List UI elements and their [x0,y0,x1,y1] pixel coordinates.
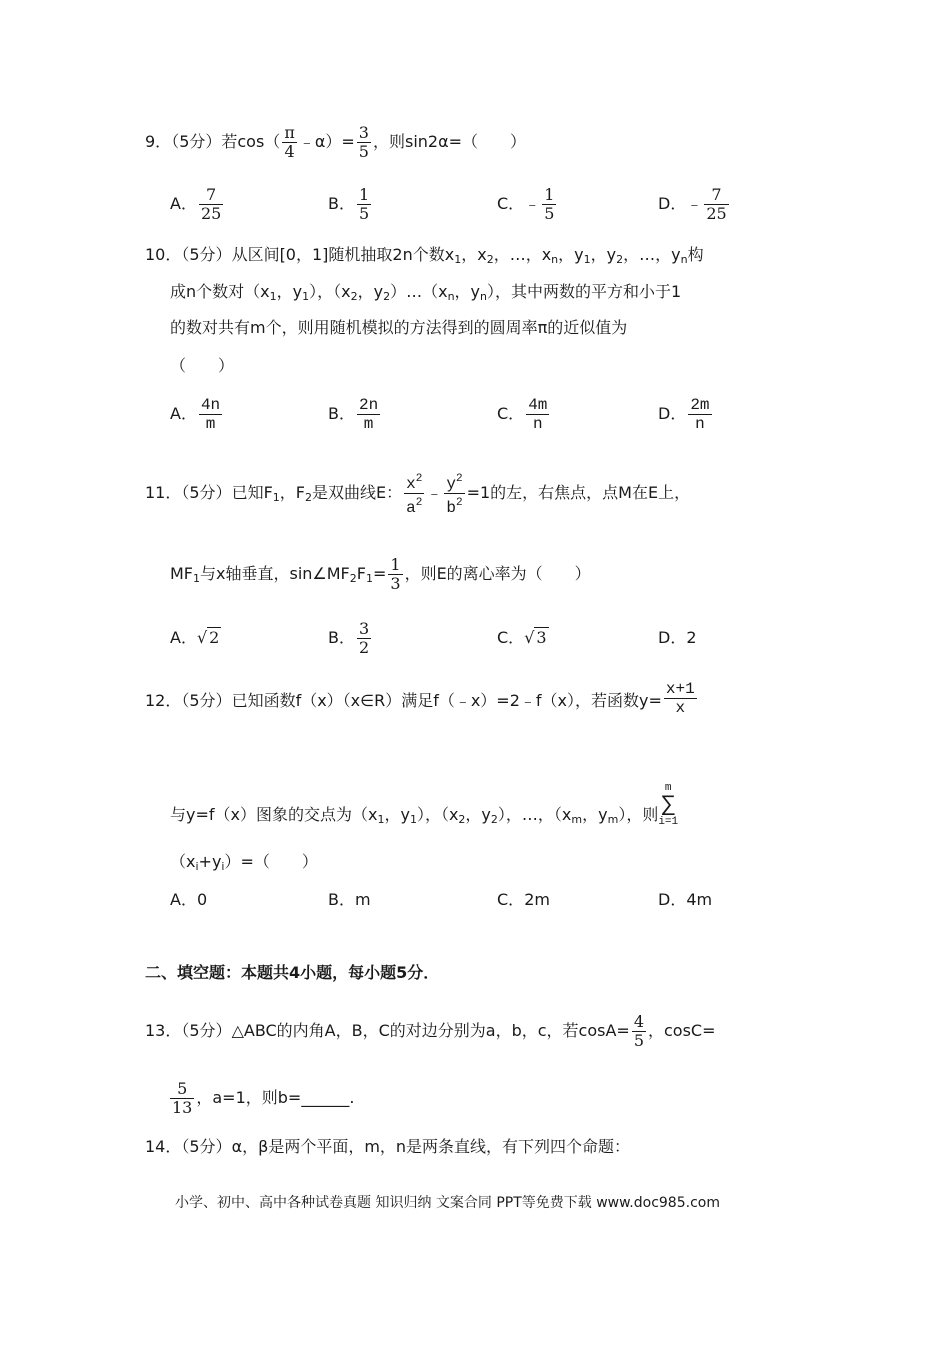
q10-option-a: A． $\frac{4n}{m}$ [170,396,221,433]
fraction: $\frac{3}{5}$ [358,123,369,161]
q11-option-d: D．2 [658,628,697,647]
q14-stem: 14．（5分）α，β是两个平面，m，n是两条直线，有下列四个命题： [145,1137,631,1156]
q12-option-d: D．4m [658,890,713,909]
q12-option-a: A．0 [170,890,208,909]
q11-option-b: B． $\frac{3}{2}$ [328,619,370,657]
q11-line1: 11．（5分）已知$F_1$，$F_2$是双曲线E： $\frac{x^2}{a^2}$ ﹣ $\frac{y^2}{b^2}$ =1的左，右焦点，点M在E上， [145,470,690,517]
q9-option-d: D．﹣ $\frac{7}{25}$ [658,185,727,223]
summation-symbol: m ∑ i=1 [658,782,679,828]
hyperbola-x-term: $\frac{x^2}{a^2}$ [404,470,424,517]
q10-line4: （ ） [170,356,235,375]
q9-stem: 9．（5分）若cos（ $\frac{\pi}{4}$ ﹣α）= $\frac{3}{5}$ ，则sin2α=（ ） [145,123,527,161]
q12-line1: 12．（5分）已知函数f（x）（x∈R）满足f（﹣x）=2﹣f（x），若函数y= $\frac{x+1}{x}$ [145,680,695,717]
q9-option-b: B． $\frac{1}{5}$ [328,185,370,223]
q11-line2: $MF_1$与x轴垂直，$\sin\angle MF_2F_1=$ $\frac{1}{3}$ ，则E的离心率为（ ） [170,555,591,593]
q12-line2: 与y=f（x）图象的交点为（$x_1$，$y_1$），（$x_2$，$y_2$），…，（$x_m$，$y_m$），则 m ∑ i=1 [170,782,679,828]
sqrt-symbol: √ 2 [196,628,220,647]
q10-option-d: D． $\frac{2m}{n}$ [658,396,710,433]
q10-option-c: C． $\frac{4m}{n}$ [497,396,548,433]
q9-option-a: A． $\frac{7}{25}$ [170,185,222,223]
hyperbola-y-term: $\frac{y^2}{b^2}$ [444,470,464,517]
q10-option-b: B． $\frac{2n}{m}$ [328,396,379,433]
q12-line3: $(x_i+y_i)=$（ ） [170,852,318,873]
q12-option-c: C．2m [497,890,550,909]
q11-option-c: C．√ 3 [497,628,547,647]
q9-option-c: C．﹣ $\frac{1}{5}$ [497,185,555,223]
q10-line2: 成n个数对（$x_1$，$y_1$），（$x_2$，$y_2)\dots(x_n$，$y_n$），其中两数的平方和小于1 [170,282,682,303]
q11-option-a: A．√ 2 [170,628,220,647]
sqrt-symbol: √ 3 [524,628,547,647]
q13-line1: 13．（5分）△ABC的内角A，B，C的对边分别为a，b，c，若cosA= $\frac{4}{5}$ ，cosC= [145,1012,716,1050]
q12-option-b: B．m [328,890,371,909]
page-footer: 小学、初中、高中各种试卷真题 知识归纳 文案合同 PPT等免费下载 www.doc985.com [175,1195,720,1211]
q13-line2: $\frac{5}{13}$ ，a=1，则b=______. [172,1079,355,1117]
fraction: $\frac{\pi}{4}$ [284,123,295,161]
section-heading: 二、填空题：本题共4小题，每小题5分． [145,963,440,982]
q10-line1: 10．（5分）从区间[0，1]随机抽取2n个数$x_1$，$x_2$，…，$x_n$，$y_1$，$y_2$，…，$y_n$构 [145,245,704,266]
q10-line3: 的数对共有m个，则用随机模拟的方法得到的圆周率π的近似值为 [170,318,628,337]
